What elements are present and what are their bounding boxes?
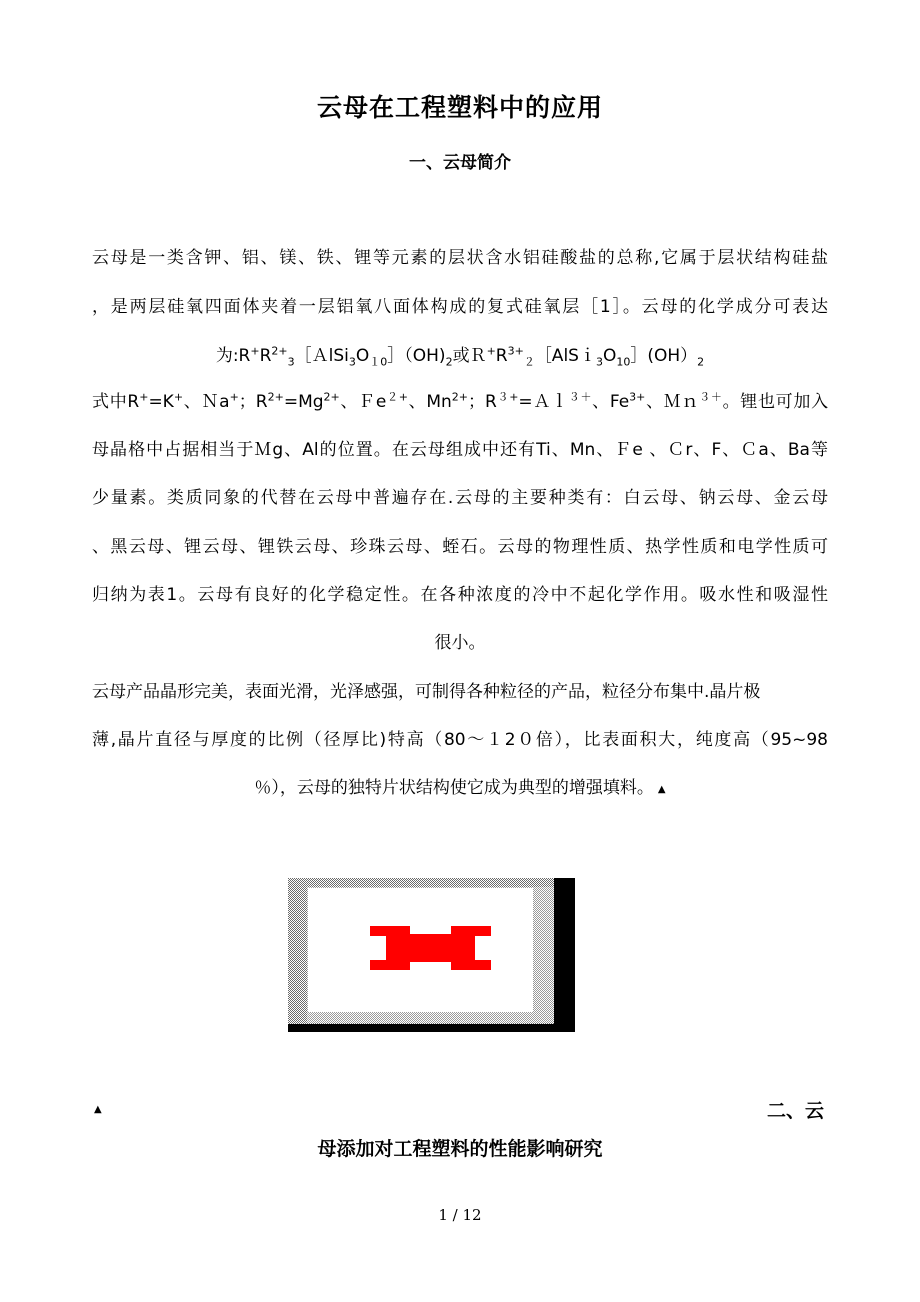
document-title: 云母在工程塑料中的应用 bbox=[316, 93, 603, 122]
paragraph-line: 薄,晶片直径与厚度的比例（径厚比)特高（80～１2０倍），比表面积大，纯度高（95~98 bbox=[92, 730, 828, 750]
section-1-heading: 一、云母简介 bbox=[409, 153, 511, 173]
paragraph-line: 母晶格中占据相当于Ｍg、Al的位置。在云母组成中还有Ti、Mn、Ｆe 、Ｃr、F、Ｃa、Ba等 bbox=[92, 440, 828, 460]
page-number: 1 / 12 bbox=[438, 1206, 482, 1224]
ion-formula-line: 式中R+=K+、Ｎa+；$R^{2+}=Mg^{2+}$、Ｆe$^{2+}$、$Mn^{2+}$；$R^{3+}=Al^{3+}$、$Fe^{3+}$、Ｍｎ$^{3+}$。锂也可加入 bbox=[92, 390, 828, 412]
paragraph-line: 云母是一类含钾、铝、镁、铁、锂等元素的层状含水铝硅酸盐的总称,它属于层状结构硅盐 bbox=[92, 248, 828, 268]
anchor-marker-icon: ▲ bbox=[657, 784, 666, 795]
paragraph-line: 很小。 bbox=[434, 633, 486, 653]
paragraph-line: ％），云母的独特片状结构使它成为典型的增强填料。 ▲ bbox=[254, 778, 666, 798]
paragraph-line: 归纳为表1。云母有良好的化学稳定性。在各种浓度的冷中不起化学作用。吸水性和吸湿性 bbox=[92, 585, 828, 605]
paragraph-line: 、黑云母、锂云母、锂铁云母、珍珠云母、蛭石。云母的物理性质、热学性质和电学性质可 bbox=[92, 537, 828, 557]
paragraph-line: 云母产品晶形完美，表面光滑，光泽感强，可制得各种粒径的产品，粒径分布集中.晶片极 bbox=[92, 682, 761, 702]
paragraph-line: ，是两层硅氧四面体夹着一层铝氧八面体构成的复式硅氧层［1］。云母的化学成分可表达 bbox=[92, 297, 828, 317]
chemical-formula-line: 为$:R^+R^{2+}_3[AlSi_3O_{10}](OH)_2$或$R^+R^{3+}_2[AlSi_3O_{10}](OH)_2$ bbox=[215, 344, 705, 369]
anchor-marker-icon: ▲ bbox=[94, 1104, 102, 1115]
broken-image-placeholder bbox=[288, 878, 575, 1032]
section-2-heading: 母添加对工程塑料的性能影响研究 bbox=[317, 1138, 603, 1160]
section-2-heading-start: 二、云 bbox=[766, 1100, 824, 1122]
paragraph-line: 少量素。类质同象的代替在云母中普遍存在.云母的主要种类有：白云母、钠云母、金云母 bbox=[92, 488, 828, 508]
